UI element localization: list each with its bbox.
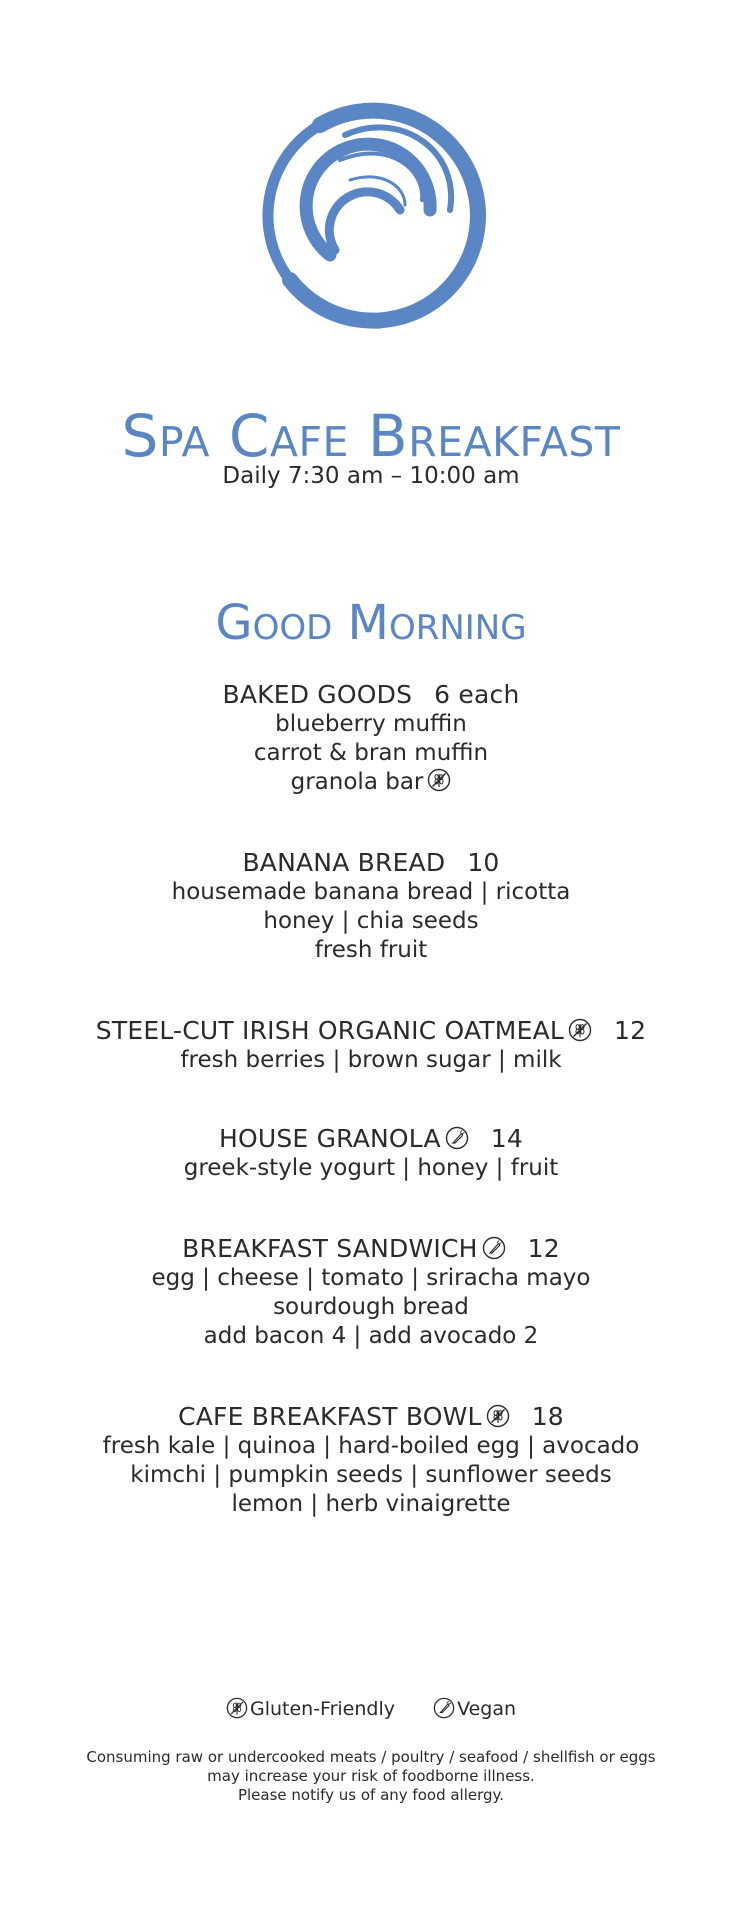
notice-line: Please notify us of any food allergy.	[237, 1786, 505, 1804]
item-name: BREAKFAST SANDWICH	[182, 1234, 478, 1263]
item-name: CAFE BREAKFAST BOWL	[178, 1402, 482, 1431]
item-price: 12	[527, 1234, 560, 1263]
item-line: fresh fruit	[314, 937, 428, 963]
item-name: STEEL-CUT IRISH ORGANIC OATMEAL	[95, 1016, 564, 1045]
item-line: blueberry muffin	[275, 711, 467, 737]
notice-line: may increase your risk of foodborne illness.	[207, 1767, 535, 1785]
item-price: 12	[614, 1016, 647, 1045]
item-line: fresh berries | brown sugar | milk	[180, 1047, 562, 1073]
dietary-legend	[0, 1697, 742, 1720]
legend-gluten-friendly	[226, 1698, 395, 1720]
item-price: 18	[531, 1402, 564, 1431]
item-line: housemade banana bread | ricotta	[171, 879, 571, 905]
item-line: fresh kale | quinoa | hard-boiled egg | avocado	[102, 1433, 640, 1459]
item-price: 6 each	[434, 680, 520, 709]
item-line: lemon | herb vinaigrette	[231, 1491, 511, 1517]
menu-item-house-granola	[0, 1124, 742, 1183]
gluten-friendly-icon	[486, 1404, 510, 1428]
gluten-friendly-icon	[427, 768, 451, 792]
vegan-icon	[445, 1126, 469, 1150]
legend-label: Gluten-Friendly	[249, 1698, 396, 1720]
item-price: 14	[490, 1124, 524, 1153]
menu-title: Spa Cafe Breakfast	[121, 402, 621, 470]
legend-vegan	[433, 1698, 516, 1720]
vegan-icon	[482, 1236, 506, 1260]
menu-item-banana-bread	[0, 848, 742, 965]
item-line: kimchi | pumpkin seeds | sunflower seeds	[130, 1462, 612, 1488]
legend-label: Vegan	[457, 1698, 517, 1720]
service-hours: Daily 7:30 am – 10:00 am	[222, 463, 520, 489]
item-line: granola bar	[290, 769, 424, 795]
notice-line: Consuming raw or undercooked meats / poultry / seafood / shellfish or eggs	[86, 1748, 656, 1766]
item-name: HOUSE GRANOLA	[218, 1124, 441, 1153]
menu-item-cafe-breakfast-bowl	[0, 1402, 742, 1519]
section-title: Good Morning	[215, 595, 527, 651]
item-name: BANANA BREAD	[242, 848, 446, 877]
gluten-friendly-icon	[568, 1018, 592, 1042]
vegan-icon	[433, 1697, 455, 1719]
item-line: egg | cheese | tomato | sriracha mayo	[151, 1265, 591, 1291]
food-safety-notice	[0, 1748, 742, 1805]
item-line: add bacon 4 | add avocado 2	[203, 1323, 539, 1349]
wave-logo	[250, 90, 490, 330]
menu-item-breakfast-sandwich	[0, 1234, 742, 1351]
item-line: carrot & bran muffin	[253, 740, 489, 766]
item-line: greek-style yogurt | honey | fruit	[183, 1155, 559, 1181]
menu-item-baked-goods	[0, 680, 742, 797]
gluten-friendly-icon	[226, 1697, 248, 1719]
item-name: BAKED GOODS	[222, 680, 413, 709]
item-price: 10	[467, 848, 500, 877]
item-line: honey | chia seeds	[263, 908, 479, 934]
item-line: sourdough bread	[273, 1294, 469, 1320]
menu-item-oatmeal	[0, 1016, 742, 1075]
